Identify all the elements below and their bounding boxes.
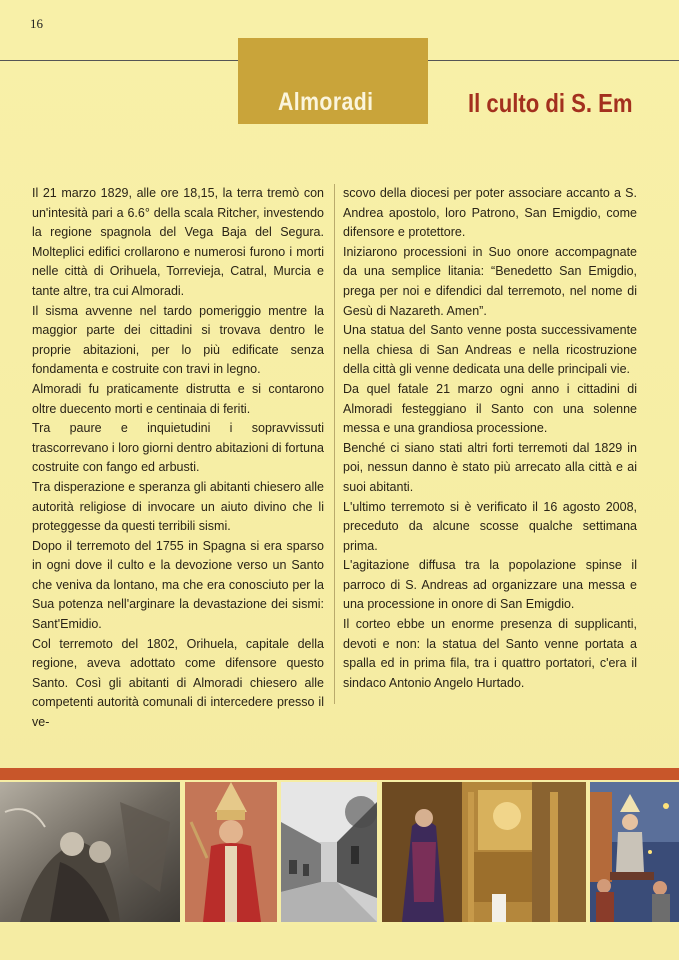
paragraph: Tra paure e inquietudini i sopravvissuti trascorrevano i loro giorni dentro abitazioni di fortuna costruite con fango ed arbusti.: [32, 421, 324, 475]
paragraph: Col terremoto del 1802, Orihuela, capitale della regione, aveva adottato come difensore questo Santo. Così gli abitanti di Almoradi chiesero alle competenti autorità comunali di intercedere presso il ve-: [32, 636, 324, 730]
paragraph: Dopo il terremoto del 1755 in Spagna si era sparso in ogni dove il culto e la devozione verso un Santo che veniva da lontano, ma che era conosciuto per la Sua potenza nell'arginare la devastazione dei sismi: Sant'Emidio.: [32, 538, 324, 632]
old-street-photo: [281, 782, 377, 922]
paragraph: L'ultimo terremoto si è verificato il 16 agosto 2008, preceduto da alcune scosse qualche settimana prima.: [343, 499, 637, 553]
procession-photo: [590, 782, 679, 922]
paragraph: Il sisma avvenne nel tardo pomeriggio mentre la maggior parte dei cittadini si trovava dentro le proprie abitazioni, per lo più edificate senza fondamenta e costruite con travi in legno.: [32, 303, 324, 377]
paragraph: Da quel fatale 21 marzo ogni anno i cittadini di Almoradi festeggiano il Santo con una solenne messa e una grandiosa processione.: [343, 381, 637, 436]
paragraph: Almoradi fu praticamente distrutta e si contarono oltre duecento morti e centinaia di feriti.: [32, 381, 324, 416]
article-left-column: [32, 184, 324, 733]
section-label: Almoradi: [278, 88, 374, 116]
column-divider: [334, 184, 335, 704]
paragraph: Una statua del Santo venne posta successivamente nella chiesa di San Andreas e nella ricostruzione della città gli venne dedicata una delle principali vie.: [343, 323, 637, 377]
church-altar-photo: [382, 782, 586, 922]
paragraph: scovo della diocesi per poter associare accanto a S. Andrea apostolo, loro Patrono, San Emigdio, come difensore e protettore.: [343, 186, 637, 240]
engraving-photo: [0, 782, 180, 922]
paragraph: Tra disperazione e speranza gli abitanti chiesero alle autorità religiose di invocare un aiuto divino che li proteggesse da questi terribili sismi.: [32, 479, 324, 534]
article-right-column: [343, 184, 637, 693]
paragraph: Il corteo ebbe un enorme presenza di supplicanti, devoti e non: la statua del Santo venne portata a spalla ed in prima fila, tra i quattro portatori, c'era il sindaco Antonio Angelo Hurtado.: [343, 617, 637, 690]
page-number: 16: [30, 16, 43, 31]
paragraph: L'agitazione diffusa tra la popolazione spinse il parroco di S. Andreas ad organizzare una messa e una processione in onore di San Emigdio.: [343, 558, 637, 612]
photo-strip-bar: [0, 768, 679, 780]
saint-statue-photo: [185, 782, 277, 922]
paragraph: Benché ci siano stati altri forti terremoti dal 1829 in poi, nessun danno è stato più arrecato alla città e ai suoi abitanti.: [343, 440, 637, 494]
paragraph: Iniziarono processioni in Suo onore accompagnate da una semplice litania: “Benedetto San Emigdio, prega per noi e difendici dal terremoto, nel nome di Gesù di Nazareth. Amen”.: [343, 244, 637, 318]
article-headline: Il culto di S. Em: [468, 88, 633, 118]
page-bottom-margin: [0, 925, 679, 960]
paragraph: Il 21 marzo 1829, alle ore 18,15, la terra tremò con un'intesità pari a 6.6° della scala Ritcher, investendo la regione spagnola del Vega Baja del Segura. Molteplici edifici crollarono e numerosi furono i morti nelle città di Orihuela, Torrevieja, Catral, Murcia e tante altre, tra cui Almoradi.: [32, 186, 324, 298]
